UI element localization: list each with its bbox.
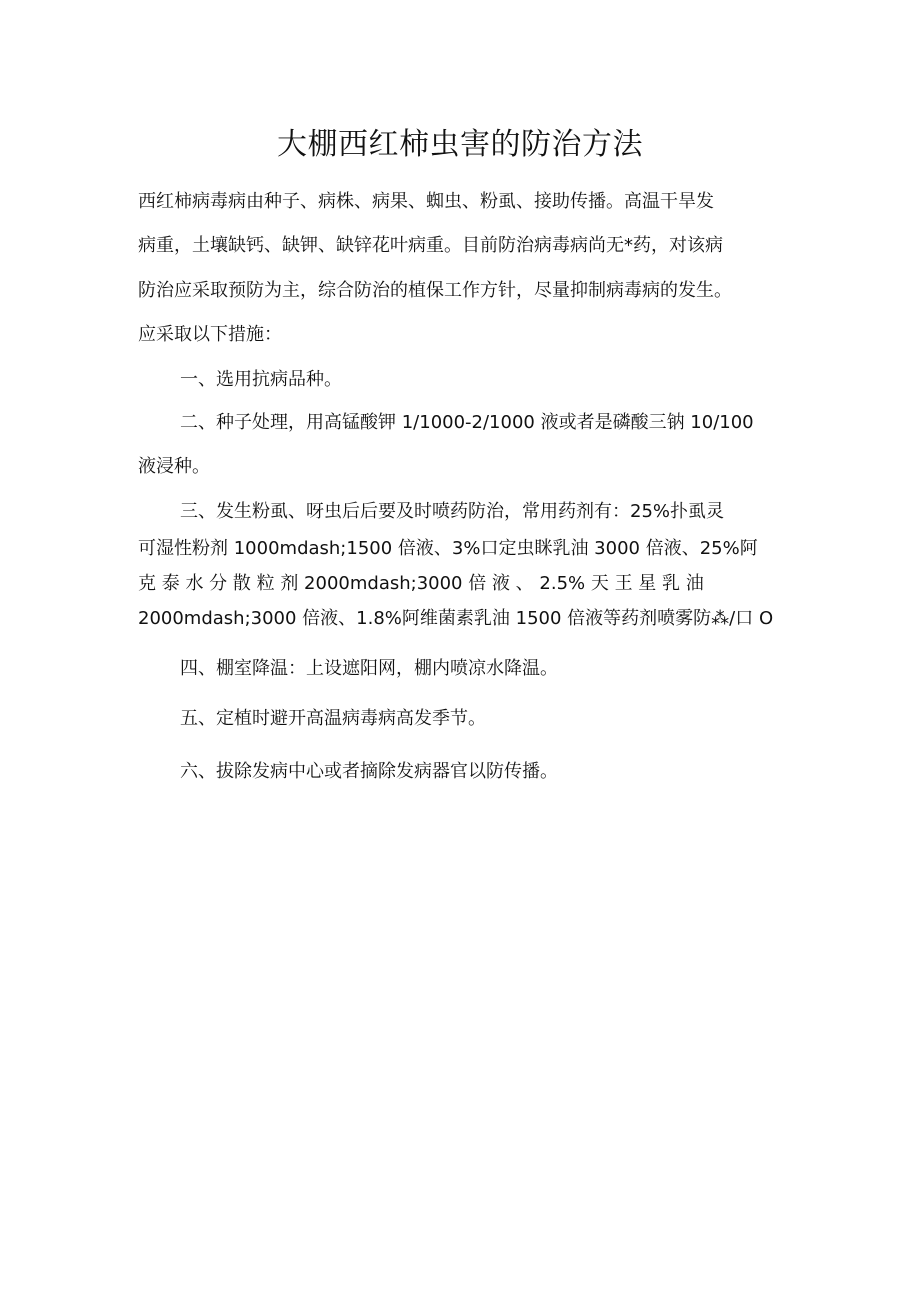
intro-line-1: 西红柿病毒病由种子、病株、病果、蜘虫、粉虱、接助传播。高温干旱发 [138, 191, 714, 212]
measure-3-line-2: 可湿性粉剂 1000mdash;1500 倍液、3%口定虫眯乳油 3000 倍液、25%阿 [138, 538, 758, 559]
measure-4: 四、棚室降温：上设遮阳网，棚内喷凉水降温。 [180, 658, 558, 679]
measure-5: 五、定植时避开高温病毒病高发季节。 [180, 708, 486, 729]
intro-line-4: 应采取以下措施： [138, 324, 282, 345]
measure-1: 一、选用抗病品种。 [180, 369, 342, 390]
measure-6: 六、拔除发病中心或者摘除发病器官以防传播。 [180, 761, 558, 782]
measure-2-line-1: 二、种子处理，用高锰酸钾 1/1000-2/1000 液或者是磷酸三钠 10/100 [180, 412, 754, 433]
measure-2-line-2: 液浸种。 [138, 456, 210, 477]
intro-line-3: 防治应采取预防为主，综合防治的植保工作方针，尽量抑制病毒病的发生。 [138, 280, 732, 301]
intro-line-2: 病重，土壤缺钙、缺钾、缺锌花叶病重。目前防治病毒病尚无*药，对该病 [138, 235, 723, 256]
measure-3-line-1: 三、发生粉虱、呀虫后后要及时喷药防治，常用药剂有：25%扑虱灵 [180, 501, 725, 522]
measure-3-line-3: 克 泰 水 分 散 粒 剂 2000mdash;3000 倍 液 、 2.5% 天 王 星 乳 油 [138, 573, 704, 594]
measure-3-line-4: 2000mdash;3000 倍液、1.8%阿维菌素乳油 1500 倍液等药剂喷雾防⁂/口 O [138, 608, 774, 629]
document-title: 大棚西红柿虫害的防治方法 [277, 127, 643, 162]
